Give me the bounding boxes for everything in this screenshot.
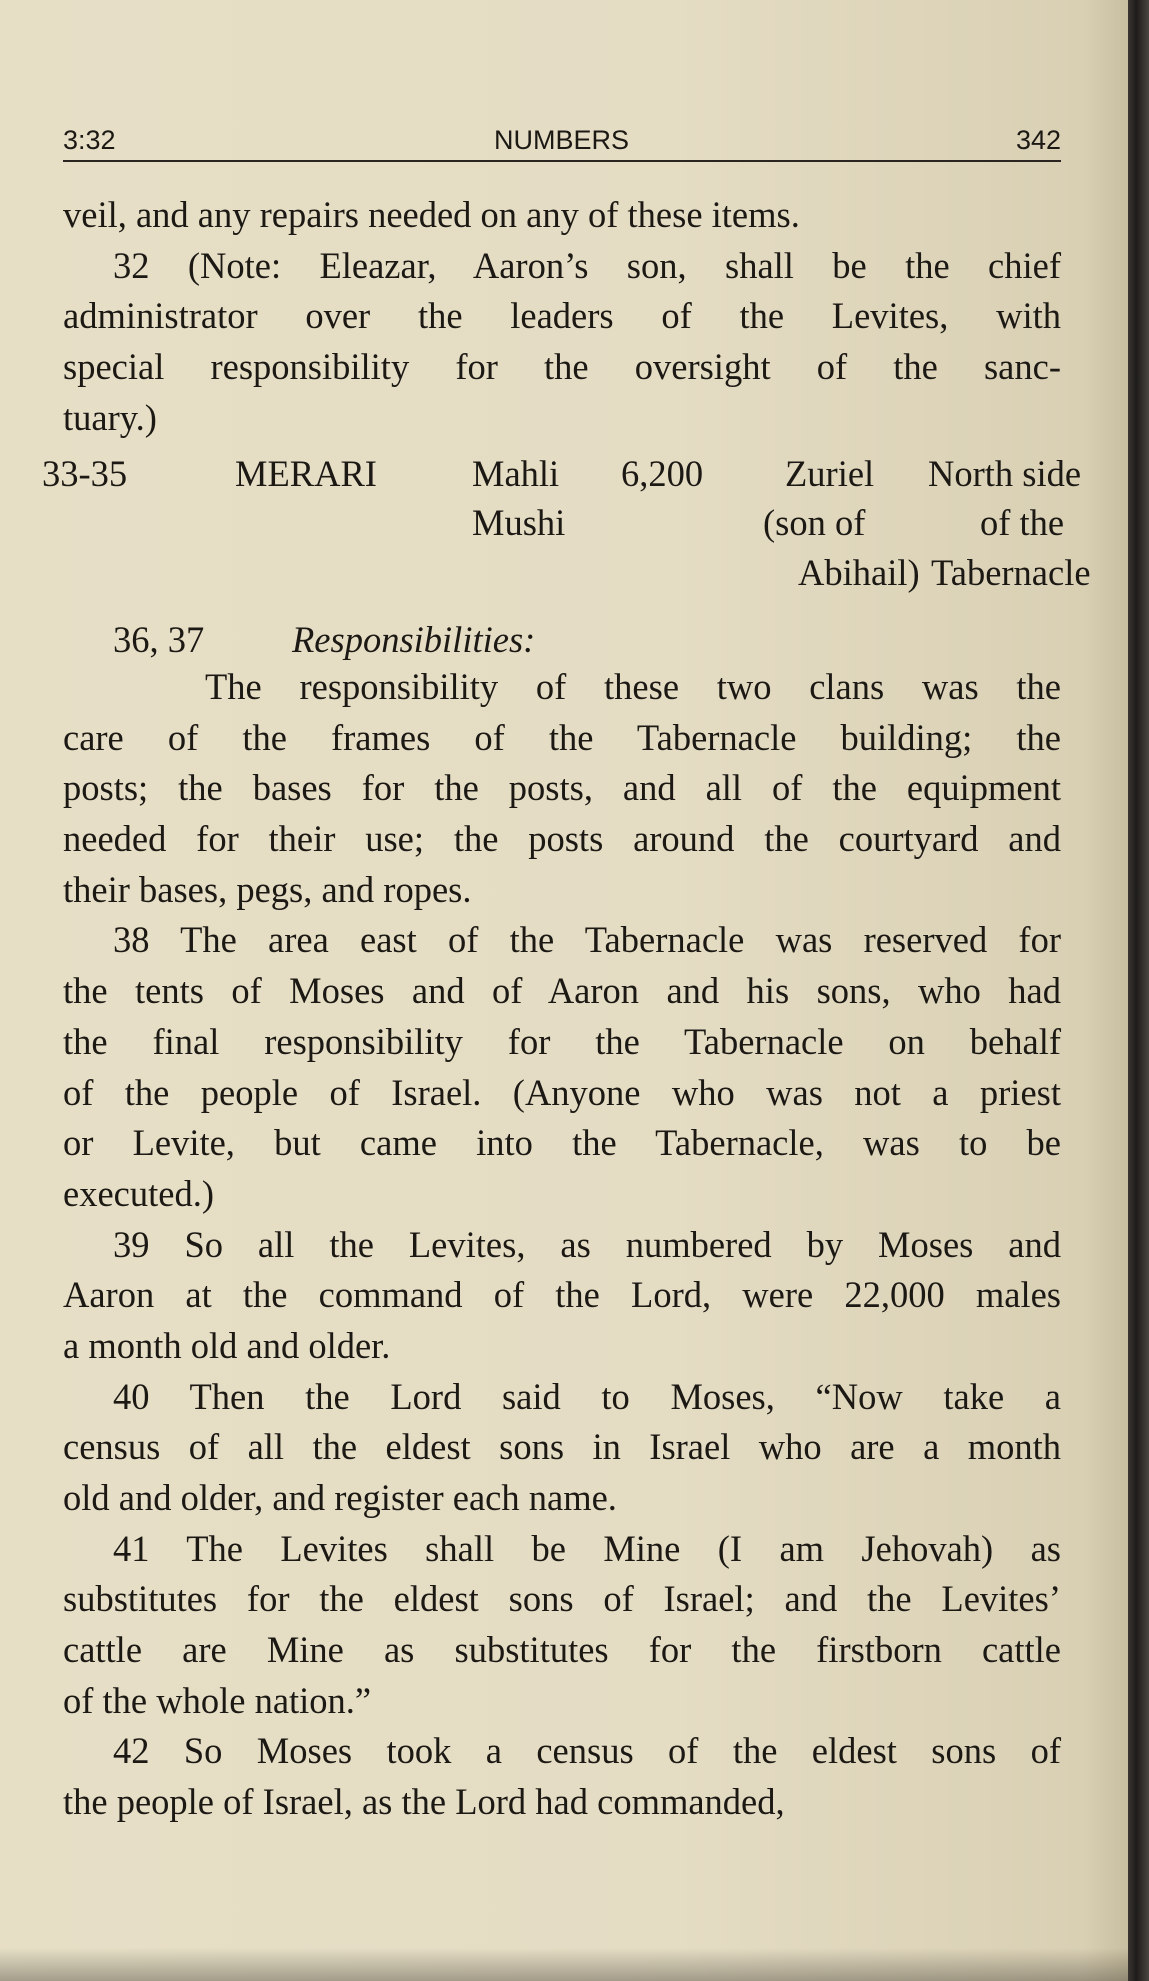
text-line: the people of Israel, as the Lord had commanded,: [63, 1781, 785, 1823]
text-line: 41 The Levites shall be Mine (I am Jehovah) as: [113, 1527, 1061, 1569]
text-line: tuary.): [63, 396, 157, 438]
table-subclan: Mushi: [472, 502, 566, 543]
table-verses: 33-35: [42, 453, 128, 494]
text-line: 40 Then the Lord said to Moses, “Now take a: [113, 1375, 1061, 1417]
text-line: a month old and older.: [63, 1324, 391, 1366]
table-leader: Zuriel: [785, 453, 875, 494]
text-line: cattle are Mine as substitutes for the firstborn cattle: [63, 1629, 1061, 1671]
text-line: The responsibility of these two clans was the: [205, 666, 1061, 707]
table-count: 6,200: [621, 453, 704, 494]
text-line: of the people of Israel. (Anyone who was not a priest: [63, 1071, 1061, 1113]
header-chapter-verse: 3:32: [63, 125, 116, 155]
responsibilities-title: Responsibilities:: [292, 619, 536, 660]
page-edge: [1128, 0, 1149, 1981]
text-line: census of all the eldest sons in Israel who are a month: [63, 1426, 1061, 1468]
text-line: 42 So Moses took a census of the eldest sons of: [113, 1730, 1061, 1772]
text-block-1: [63, 190, 1061, 443]
table-subclan: Mahli: [472, 453, 560, 494]
text-line: posts; the bases for the posts, and all of the equipment: [63, 767, 1061, 809]
header-book-title: NUMBERS: [494, 125, 630, 155]
text-line: the tents of Moses and of Aaron and his sons, who had: [63, 970, 1061, 1012]
text-line: care of the frames of the Tabernacle building; the: [63, 716, 1061, 758]
text-line: administrator over the leaders of the Levites, with: [63, 295, 1061, 337]
text-line: executed.): [63, 1172, 214, 1214]
header-rule: [63, 160, 1061, 162]
table-location: North side: [928, 453, 1082, 494]
text-line: their bases, pegs, and ropes.: [63, 868, 472, 910]
table-leader: Abihail): [798, 552, 920, 593]
table-location: Tabernacle: [931, 552, 1091, 593]
text-block-2: [63, 662, 1061, 1828]
text-line: veil, and any repairs needed on any of these items.: [63, 194, 800, 235]
text-line: old and older, and register each name.: [63, 1477, 617, 1518]
bottom-shadow: [0, 1948, 1128, 1981]
responsibilities-verses: 36, 37: [113, 619, 205, 660]
text-line: needed for their use; the posts around the courtyard and: [63, 818, 1061, 860]
running-header: [63, 125, 1061, 165]
header-page-number: 342: [1015, 125, 1061, 155]
table-leader: (son of: [763, 502, 866, 543]
text-line: 38 The area east of the Tabernacle was reserved for: [113, 919, 1061, 961]
text-line: the final responsibility for the Tabernacle on behalf: [63, 1020, 1061, 1062]
text-line: substitutes for the eldest sons of Israel; and the Levites’: [63, 1578, 1061, 1620]
table-location: of the: [980, 502, 1065, 543]
text-line: special responsibility for the oversight of the sanc-: [63, 346, 1061, 388]
text-line: of the whole nation.”: [63, 1679, 372, 1721]
text-line: 39 So all the Levites, as numbered by Moses and: [113, 1223, 1061, 1265]
text-line: Aaron at the command of the Lord, were 22,000 males: [63, 1274, 1061, 1316]
text-line: 32 (Note: Eleazar, Aaron’s son, shall be the chief: [113, 244, 1061, 286]
table-clan: MERARI: [235, 453, 377, 494]
text-line: or Levite, but came into the Tabernacle, was to be: [63, 1122, 1061, 1164]
